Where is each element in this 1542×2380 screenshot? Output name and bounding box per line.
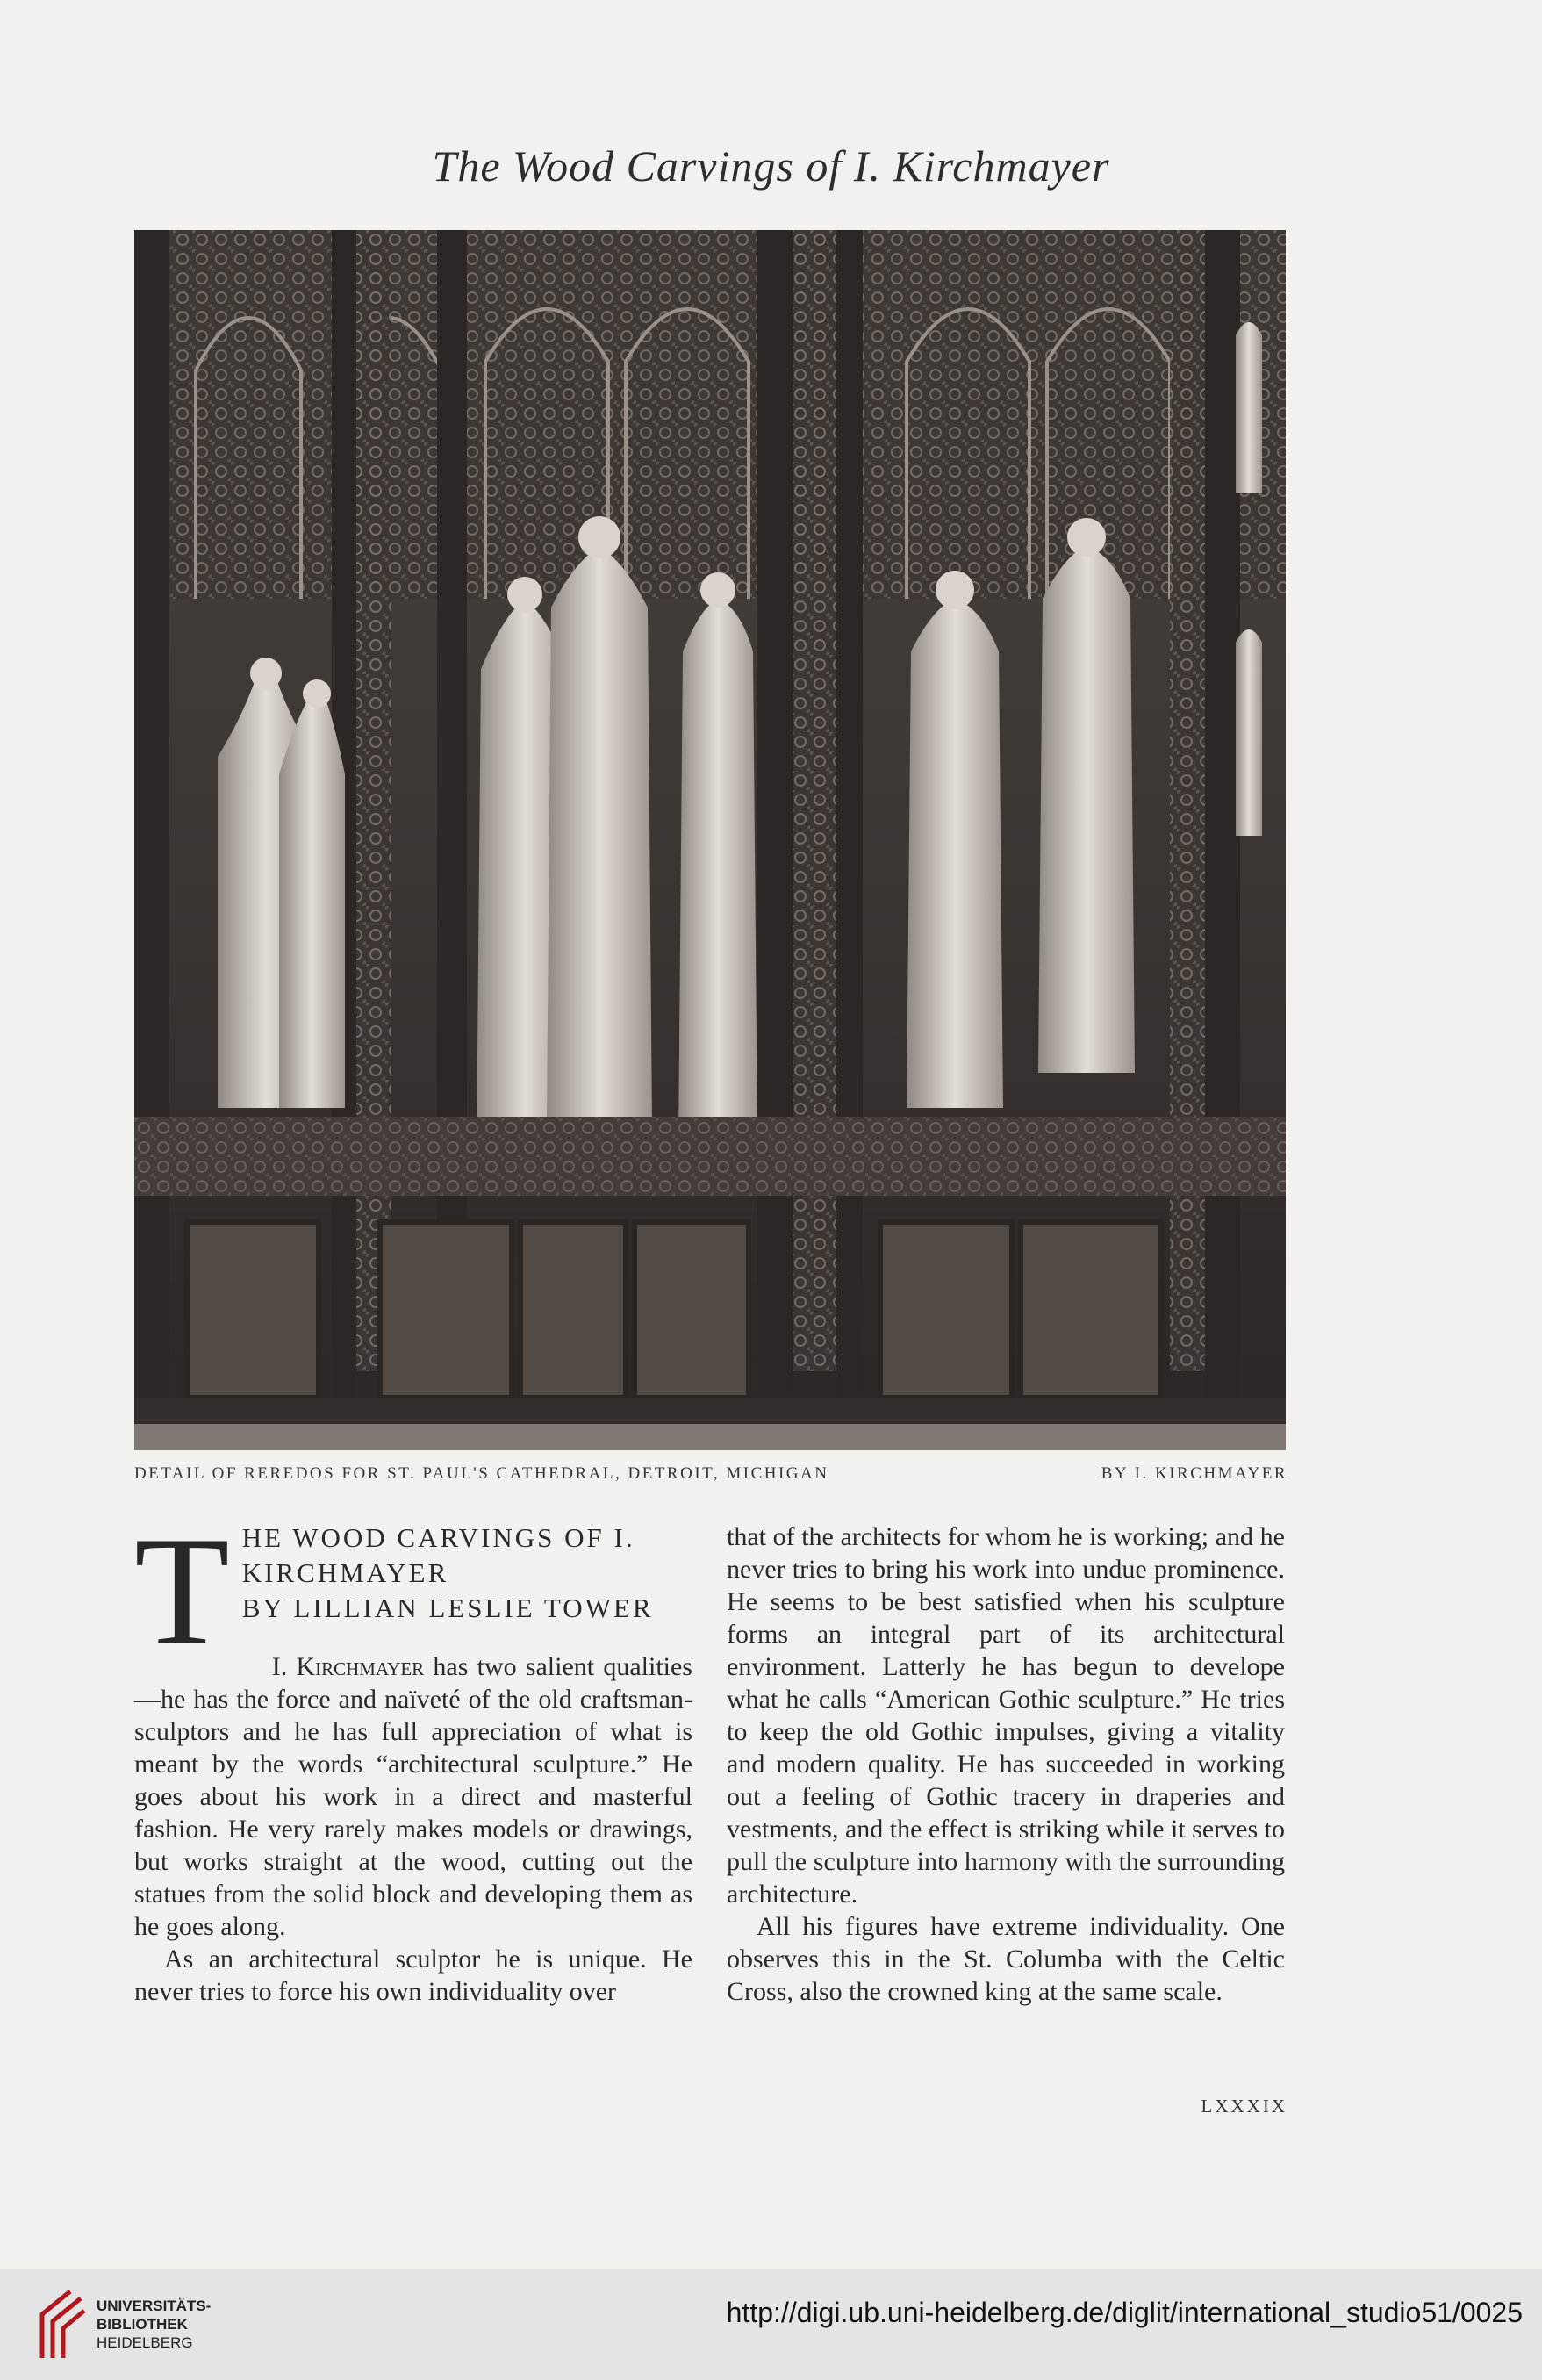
paragraph-1 [134,1650,692,1943]
paragraph-3: that of the architects for whom he is working; and he never tries to bring his work into undue prominence. He seems to be best satisfied when his sculpture forms an integral part of its architectural environment. Latterly he has begun to develope what he calls “American Gothic sculpture.” He tries to keep the old Gothic impulses, giving a vitality and modern quality. He has succeeded in working out a feeling of Gothic tracery in draperies and vestments, and the effect is striking while it serves to pull the sculpture into harmony with the surrounding architecture. [727,1522,1285,1909]
paragraph-1-text: has two salient qualities—he has the force and naïveté of the old craftsman-sculptors and he has full appreciation of what is meant by the words “architectural sculpture.” He goes about his work in a direct and masterful fashion. He very rarely makes models or drawings, but works straight at the wood, cutting out the statues from the solid block and developing them as he goes along. [134,1652,692,1941]
library-name-line1: UNIVERSITÄTS- [97,2297,212,2314]
article-title-line1: HE WOOD CARVINGS OF I. [241,1522,635,1553]
paragraph-2: As an architectural sculptor he is unique. He never tries to force his own individuality over [134,1945,692,2006]
figure-caption: DETAIL OF REREDOS FOR ST. PAUL'S CATHEDRAL, DETROIT, MICHIGAN [134,1464,829,1483]
figure-credit: BY I. KIRCHMAYER [1101,1464,1287,1483]
page-number: LXXXIX [1201,2096,1287,2117]
source-url-link[interactable]: http://digi.ub.uni-heidelberg.de/diglit/international_studio51/0025 [726,2297,1523,2328]
library-footer [0,2269,1542,2380]
article-column-right [727,1521,1285,2008]
library-name-line3: HEIDELBERG [97,2334,193,2351]
reredos-photograph [134,230,1286,1450]
paragraph-4: All his figures have extreme individuality. One observes this in the St. Columba with the Celtic Cross, also the crowned king at the same scale. [727,1912,1285,2006]
reredos-illustration [134,230,1286,1450]
drop-cap: T [134,1504,230,1678]
article-byline: BY LILLIAN LESLIE TOWER [241,1593,654,1623]
article-title-line2: KIRCHMAYER [241,1557,449,1588]
library-name-line2: BIBLIOTHEK [97,2316,188,2333]
paragraph-1-lead: I. Kirchmayer [271,1652,425,1681]
library-logo-icon [35,2288,88,2360]
article-column-left [134,1504,692,2008]
running-head: The Wood Carvings of I. Kirchmayer [432,141,1110,191]
library-name [97,2297,211,2352]
